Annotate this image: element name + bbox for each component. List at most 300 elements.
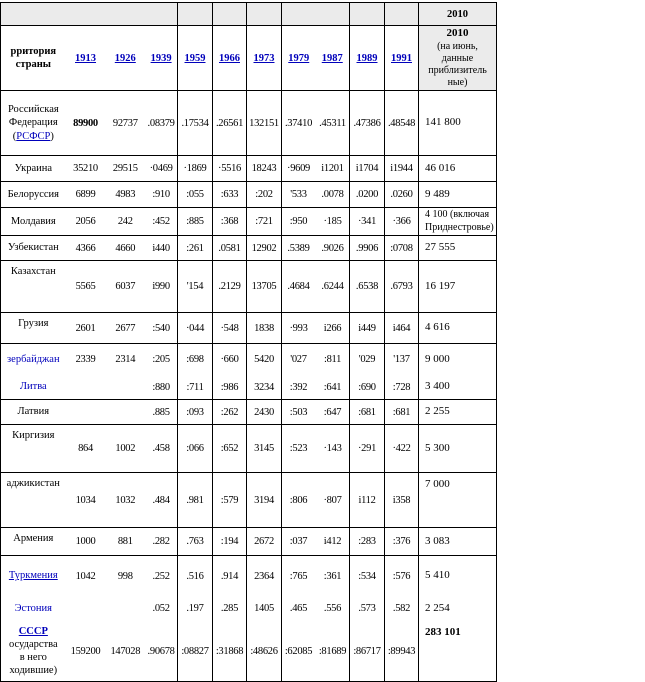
value: :261 — [186, 242, 204, 254]
cell-y1926 — [105, 208, 145, 235]
cell-y1987 — [316, 344, 350, 375]
header-2010-line: ные) — [447, 76, 468, 88]
table-row — [1, 208, 496, 236]
year-link-1959[interactable]: 1959 — [184, 52, 206, 64]
country-label-line: Армения — [13, 533, 54, 544]
cell-y1979-y1987 — [282, 208, 350, 235]
value: i1704 — [355, 163, 379, 174]
cell-y2010 — [419, 425, 496, 472]
country-link[interactable]: СССР — [18, 625, 48, 637]
row-label — [1, 556, 66, 596]
value: :633 — [220, 189, 239, 200]
value: 89900 — [73, 117, 98, 129]
country-cell — [1, 621, 178, 681]
value-2010: 3 083 — [425, 534, 450, 547]
year-link-1979[interactable]: 1979 — [288, 52, 310, 64]
value: 3145 — [254, 443, 274, 454]
cell-y1966 — [213, 528, 247, 555]
cell-y1913 — [66, 344, 106, 375]
value: :86717 — [353, 645, 381, 657]
country-link[interactable]: Туркмения — [8, 570, 58, 582]
value: .0581 — [218, 242, 241, 254]
value: ·5516 — [218, 163, 241, 174]
cell-y1989 — [350, 375, 385, 399]
value: i1201 — [321, 163, 344, 174]
value: 2339 — [75, 354, 96, 365]
value-2010: 7 000 — [425, 478, 450, 490]
cell-y1926 — [105, 156, 145, 181]
cell-y1989 — [350, 208, 385, 235]
cell-y1926 — [105, 596, 145, 621]
value: 2601 — [75, 322, 96, 334]
value-2010: 16 197 — [425, 279, 456, 292]
table-row — [1, 313, 496, 344]
country-label-line: аджикистан — [6, 478, 60, 489]
value: i440 — [152, 242, 170, 254]
value: 3194 — [254, 494, 274, 506]
cell-y1991 — [385, 344, 419, 375]
cell-y1973 — [247, 156, 282, 181]
cell-y1979-y1987 — [282, 344, 350, 375]
country-label-line: Молдавия — [10, 215, 56, 227]
value: :880 — [152, 381, 170, 393]
row-label — [1, 261, 66, 312]
value: :540 — [152, 322, 170, 334]
value: :202 — [255, 189, 273, 200]
value: 13705 — [251, 281, 277, 292]
value: .6793 — [390, 281, 413, 292]
cell-y1979-y1987 — [282, 236, 350, 260]
value: 132151 — [249, 117, 279, 129]
row-label — [1, 208, 66, 235]
value: :806 — [289, 494, 308, 506]
cell-y1939 — [145, 261, 177, 312]
country-label-line: ходившие) — [9, 665, 58, 677]
value: 4660 — [115, 242, 136, 254]
value-2010: 141 800 — [425, 116, 461, 129]
cell-y1973 — [247, 473, 282, 527]
value: :681 — [358, 406, 376, 418]
cell-y1987 — [316, 375, 350, 399]
territory-header-label — [1, 26, 66, 90]
cell-y1913 — [66, 596, 106, 621]
value: i266 — [323, 322, 342, 334]
value: :576 — [392, 570, 411, 582]
cell-y1979 — [282, 344, 316, 375]
cell-y1991 — [385, 400, 419, 424]
cell-y1979 — [282, 236, 316, 260]
cell-y1939 — [145, 182, 177, 207]
cell-y1939 — [145, 344, 177, 375]
cell-y1979-y1987 — [282, 313, 350, 343]
value: '027 — [290, 354, 307, 365]
value: :811 — [323, 354, 342, 365]
value: .914 — [220, 570, 239, 582]
value: i412 — [323, 536, 342, 547]
value: :652 — [220, 443, 239, 454]
cell-y1939 — [145, 425, 177, 472]
value: :08827 — [181, 645, 209, 657]
value: .6244 — [321, 281, 344, 292]
value: ·1869 — [183, 163, 207, 174]
value-2010: 9 000 — [425, 352, 450, 365]
cell-y1973 — [247, 528, 282, 555]
value: 1032 — [115, 494, 136, 506]
top-2010-label: 2010 — [447, 8, 468, 20]
value: 29515 — [112, 163, 138, 174]
cell-y1913 — [66, 425, 106, 472]
value: :698 — [186, 354, 204, 365]
value: 92737 — [112, 117, 138, 129]
header-2010-cell — [419, 26, 496, 90]
value: .6538 — [355, 281, 379, 292]
year-link-1987[interactable]: 1987 — [321, 52, 343, 64]
value: ·291 — [357, 443, 377, 454]
value: :283 — [358, 536, 376, 547]
year-link-1973[interactable]: 1973 — [253, 52, 275, 64]
value: .48548 — [387, 117, 416, 129]
cell-y1926 — [105, 556, 145, 596]
value: :376 — [392, 536, 411, 547]
top-cell — [247, 3, 282, 25]
cell-y1913 — [66, 156, 106, 181]
cell-y1959 — [178, 425, 213, 472]
country-link[interactable]: зербайджан — [7, 353, 60, 365]
value: :055 — [186, 189, 204, 200]
value: .763 — [186, 536, 204, 547]
cell-y1926 — [105, 344, 145, 375]
cell-y1913 — [66, 261, 106, 312]
value: 1042 — [75, 570, 96, 582]
value: ·993 — [289, 322, 308, 334]
table-row — [1, 473, 496, 528]
value: :681 — [392, 406, 411, 418]
cell-y1966 — [213, 596, 247, 621]
cell-y1987 — [316, 528, 350, 555]
cell-y1966 — [213, 313, 247, 343]
cell-y1926 — [105, 182, 145, 207]
top-cell — [385, 3, 419, 25]
value: 2677 — [115, 322, 136, 334]
value: 147028 — [110, 645, 141, 657]
cell-y1973 — [247, 91, 282, 155]
value: .556 — [323, 603, 342, 614]
value: 2314 — [115, 354, 136, 365]
cell-y1979-y1987 — [282, 556, 350, 596]
cell-y1939 — [145, 313, 177, 343]
value: :262 — [220, 406, 239, 418]
year-link-1966[interactable]: 1966 — [219, 52, 240, 64]
country-link[interactable]: Эстония — [14, 602, 52, 614]
value: .08379 — [147, 117, 175, 129]
cell-y1959 — [178, 344, 213, 375]
cell-y1979 — [282, 400, 316, 424]
value: i464 — [392, 322, 411, 334]
cell-y1979 — [282, 91, 316, 155]
table-row — [1, 344, 496, 375]
cell-y1959 — [178, 313, 213, 343]
value: .285 — [220, 603, 239, 614]
cell-y1966 — [213, 156, 247, 181]
table-row — [1, 182, 496, 208]
cell-y1991 — [385, 156, 419, 181]
value: .90678 — [147, 645, 175, 657]
cell-y1913 — [66, 621, 106, 681]
cell-y1987 — [316, 182, 350, 207]
cell-y1966 — [213, 208, 247, 235]
cell-y1987 — [316, 208, 350, 235]
cell-y1979-y1987 — [282, 400, 350, 424]
cell-y2010 — [419, 596, 496, 621]
value: 2672 — [254, 536, 274, 547]
cell-y1979 — [282, 375, 316, 399]
header-year-cell — [247, 26, 282, 90]
value: .197 — [186, 603, 204, 614]
cell-y1939 — [145, 621, 177, 681]
cell-y1959 — [178, 91, 213, 155]
value: .2129 — [218, 281, 241, 292]
cell-y1959 — [178, 261, 213, 312]
value: .5389 — [287, 242, 310, 254]
population-table — [0, 2, 497, 682]
cell-y1989 — [350, 344, 385, 375]
value: :81689 — [318, 645, 347, 657]
cell-y1913 — [66, 400, 106, 424]
country-label-line: Латвия — [17, 406, 50, 418]
cell-y1959 — [178, 182, 213, 207]
cell-y1926 — [105, 473, 145, 527]
row-label — [1, 528, 66, 555]
cell-y1991 — [385, 313, 419, 343]
year-link-1913[interactable]: 1913 — [75, 52, 97, 64]
territory-line: страны — [15, 59, 51, 70]
country-label-line: Украина — [14, 162, 53, 174]
cell-y1926 — [105, 425, 145, 472]
top-row — [1, 3, 496, 26]
table-row — [1, 156, 496, 182]
value: 242 — [117, 216, 133, 227]
header-2010-line: (на июнь, — [437, 40, 478, 52]
value: :62085 — [284, 645, 313, 657]
cell-y1913 — [66, 313, 106, 343]
value: ·660 — [220, 354, 239, 365]
table-row — [1, 621, 496, 681]
header-year-cell — [66, 26, 106, 90]
value-2010: 2 255 — [425, 405, 450, 418]
cell-y1987 — [316, 596, 350, 621]
value-2010: 283 101 — [425, 626, 461, 638]
cell-y2010 — [419, 261, 496, 312]
value: ·422 — [392, 443, 411, 454]
header-year-cell — [385, 26, 419, 90]
value-2010: 27 555 — [425, 241, 456, 254]
cell-y1973 — [247, 425, 282, 472]
value: :361 — [323, 570, 342, 582]
row-label — [1, 344, 66, 375]
year-link-1989[interactable]: 1989 — [356, 52, 378, 64]
row-label — [1, 375, 66, 399]
cell-y1959 — [178, 400, 213, 424]
cell-y1966 — [213, 425, 247, 472]
cell-y1987 — [316, 400, 350, 424]
value: :690 — [358, 381, 376, 393]
cell-y1989 — [350, 313, 385, 343]
cell-y1926 — [105, 91, 145, 155]
value: 998 — [117, 570, 133, 582]
value: ·044 — [185, 322, 205, 334]
value: ·807 — [323, 494, 342, 506]
year-link-1991[interactable]: 1991 — [391, 52, 412, 64]
country-cell — [1, 528, 178, 555]
cell-y1979 — [282, 156, 316, 181]
cell-y1926 — [105, 261, 145, 312]
cell-y1959 — [178, 556, 213, 596]
value: :037 — [289, 536, 308, 547]
value: :721 — [255, 216, 273, 227]
value: 5565 — [75, 281, 96, 292]
value: .4684 — [287, 281, 310, 292]
value: 18243 — [251, 163, 277, 174]
value: ·143 — [323, 443, 342, 454]
table-row — [1, 400, 496, 425]
table-row — [1, 556, 496, 596]
cell-y1989 — [350, 261, 385, 312]
value: .573 — [358, 603, 376, 614]
row-label — [1, 236, 66, 260]
cell-y1979-y1987 — [282, 621, 350, 681]
cell-y1979-y1987 — [282, 375, 350, 399]
value-2010: 2 254 — [425, 601, 450, 614]
cell-y1991 — [385, 236, 419, 260]
cell-y1959 — [178, 621, 213, 681]
row-label — [1, 182, 66, 207]
cell-y1987 — [316, 236, 350, 260]
country-label-line: Казахстан — [10, 266, 56, 277]
table-row — [1, 425, 496, 473]
cell-y1973 — [247, 400, 282, 424]
cell-y1926 — [105, 313, 145, 343]
country-cell — [1, 473, 178, 527]
country-cell — [1, 313, 178, 343]
value: '029 — [358, 354, 376, 365]
cell-y2010 — [419, 313, 496, 343]
cell-y1913 — [66, 528, 106, 555]
value: .45311 — [319, 117, 346, 129]
cell-y2010 — [419, 473, 496, 527]
value-2010: 46 016 — [425, 161, 456, 174]
cell-y1991 — [385, 182, 419, 207]
value: 3234 — [254, 381, 274, 393]
value: .981 — [186, 494, 204, 506]
value: '154 — [186, 281, 204, 292]
value: :066 — [186, 443, 204, 454]
value: :647 — [323, 406, 342, 418]
table-row — [1, 375, 496, 400]
country-link[interactable]: РСФСР — [16, 130, 51, 142]
value: i358 — [392, 494, 411, 506]
value: :194 — [220, 536, 239, 547]
country-label-line: (РСФСР) — [12, 130, 54, 142]
cell-y1973 — [247, 344, 282, 375]
value: ·9609 — [287, 163, 310, 174]
cell-y1989 — [350, 156, 385, 181]
cell-y1966 — [213, 375, 247, 399]
country-cell — [1, 596, 178, 621]
cell-y1913 — [66, 182, 106, 207]
value: :523 — [289, 443, 308, 454]
cell-y1939 — [145, 156, 177, 181]
country-cell — [1, 344, 178, 375]
row-label — [1, 473, 66, 527]
cell-y2010 — [419, 208, 496, 235]
cell-y1991 — [385, 528, 419, 555]
value-2010: 5 300 — [425, 441, 450, 454]
value: .458 — [152, 443, 170, 454]
cell-y1966 — [213, 236, 247, 260]
row-label — [1, 596, 66, 621]
country-cell — [1, 375, 178, 399]
cell-y1959 — [178, 236, 213, 260]
value: :0708 — [390, 242, 413, 254]
top-cell — [213, 3, 247, 25]
value: 864 — [78, 443, 93, 454]
cell-y1989 — [350, 182, 385, 207]
header-year-cell — [350, 26, 385, 90]
cell-y1979 — [282, 621, 316, 681]
value: :986 — [220, 381, 239, 393]
cell-y1991 — [385, 425, 419, 472]
country-cell — [1, 91, 178, 155]
row-label — [1, 91, 66, 155]
value: .0078 — [321, 189, 344, 200]
cell-y1959 — [178, 375, 213, 399]
cell-y1991 — [385, 596, 419, 621]
cell-y1926 — [105, 236, 145, 260]
cell-y1991 — [385, 621, 419, 681]
cell-y1939 — [145, 236, 177, 260]
value: :452 — [152, 216, 170, 227]
cell-y1966 — [213, 473, 247, 527]
cell-y2010 — [419, 556, 496, 596]
country-label-line: Российская — [7, 104, 59, 116]
value: :711 — [186, 381, 204, 393]
cell-y1913 — [66, 556, 106, 596]
country-cell — [1, 425, 178, 472]
table-row — [1, 261, 496, 313]
cell-y1959 — [178, 156, 213, 181]
header-2010-line: приблизитель — [428, 64, 487, 76]
cell-y2010 — [419, 621, 496, 681]
territory-line: рритория — [10, 45, 57, 57]
country-link[interactable]: Литва — [19, 381, 47, 393]
cell-y1973 — [247, 596, 282, 621]
year-link-1926[interactable]: 1926 — [114, 52, 136, 64]
value: 4983 — [115, 189, 136, 200]
cell-y1991 — [385, 208, 419, 235]
cell-y1979-y1987 — [282, 261, 350, 312]
cell-y1926 — [105, 400, 145, 424]
header-2010-line: 2010 — [446, 27, 469, 40]
cell-y1913 — [66, 473, 106, 527]
cell-y1979 — [282, 425, 316, 472]
year-link-1939[interactable]: 1939 — [150, 52, 172, 64]
value: 1838 — [254, 322, 274, 334]
country-label-line: осударства — [9, 638, 58, 650]
value-2010: 5 410 — [425, 569, 450, 582]
cell-y1973 — [247, 556, 282, 596]
table-row — [1, 236, 496, 261]
cell-y1979-y1987 — [282, 528, 350, 555]
